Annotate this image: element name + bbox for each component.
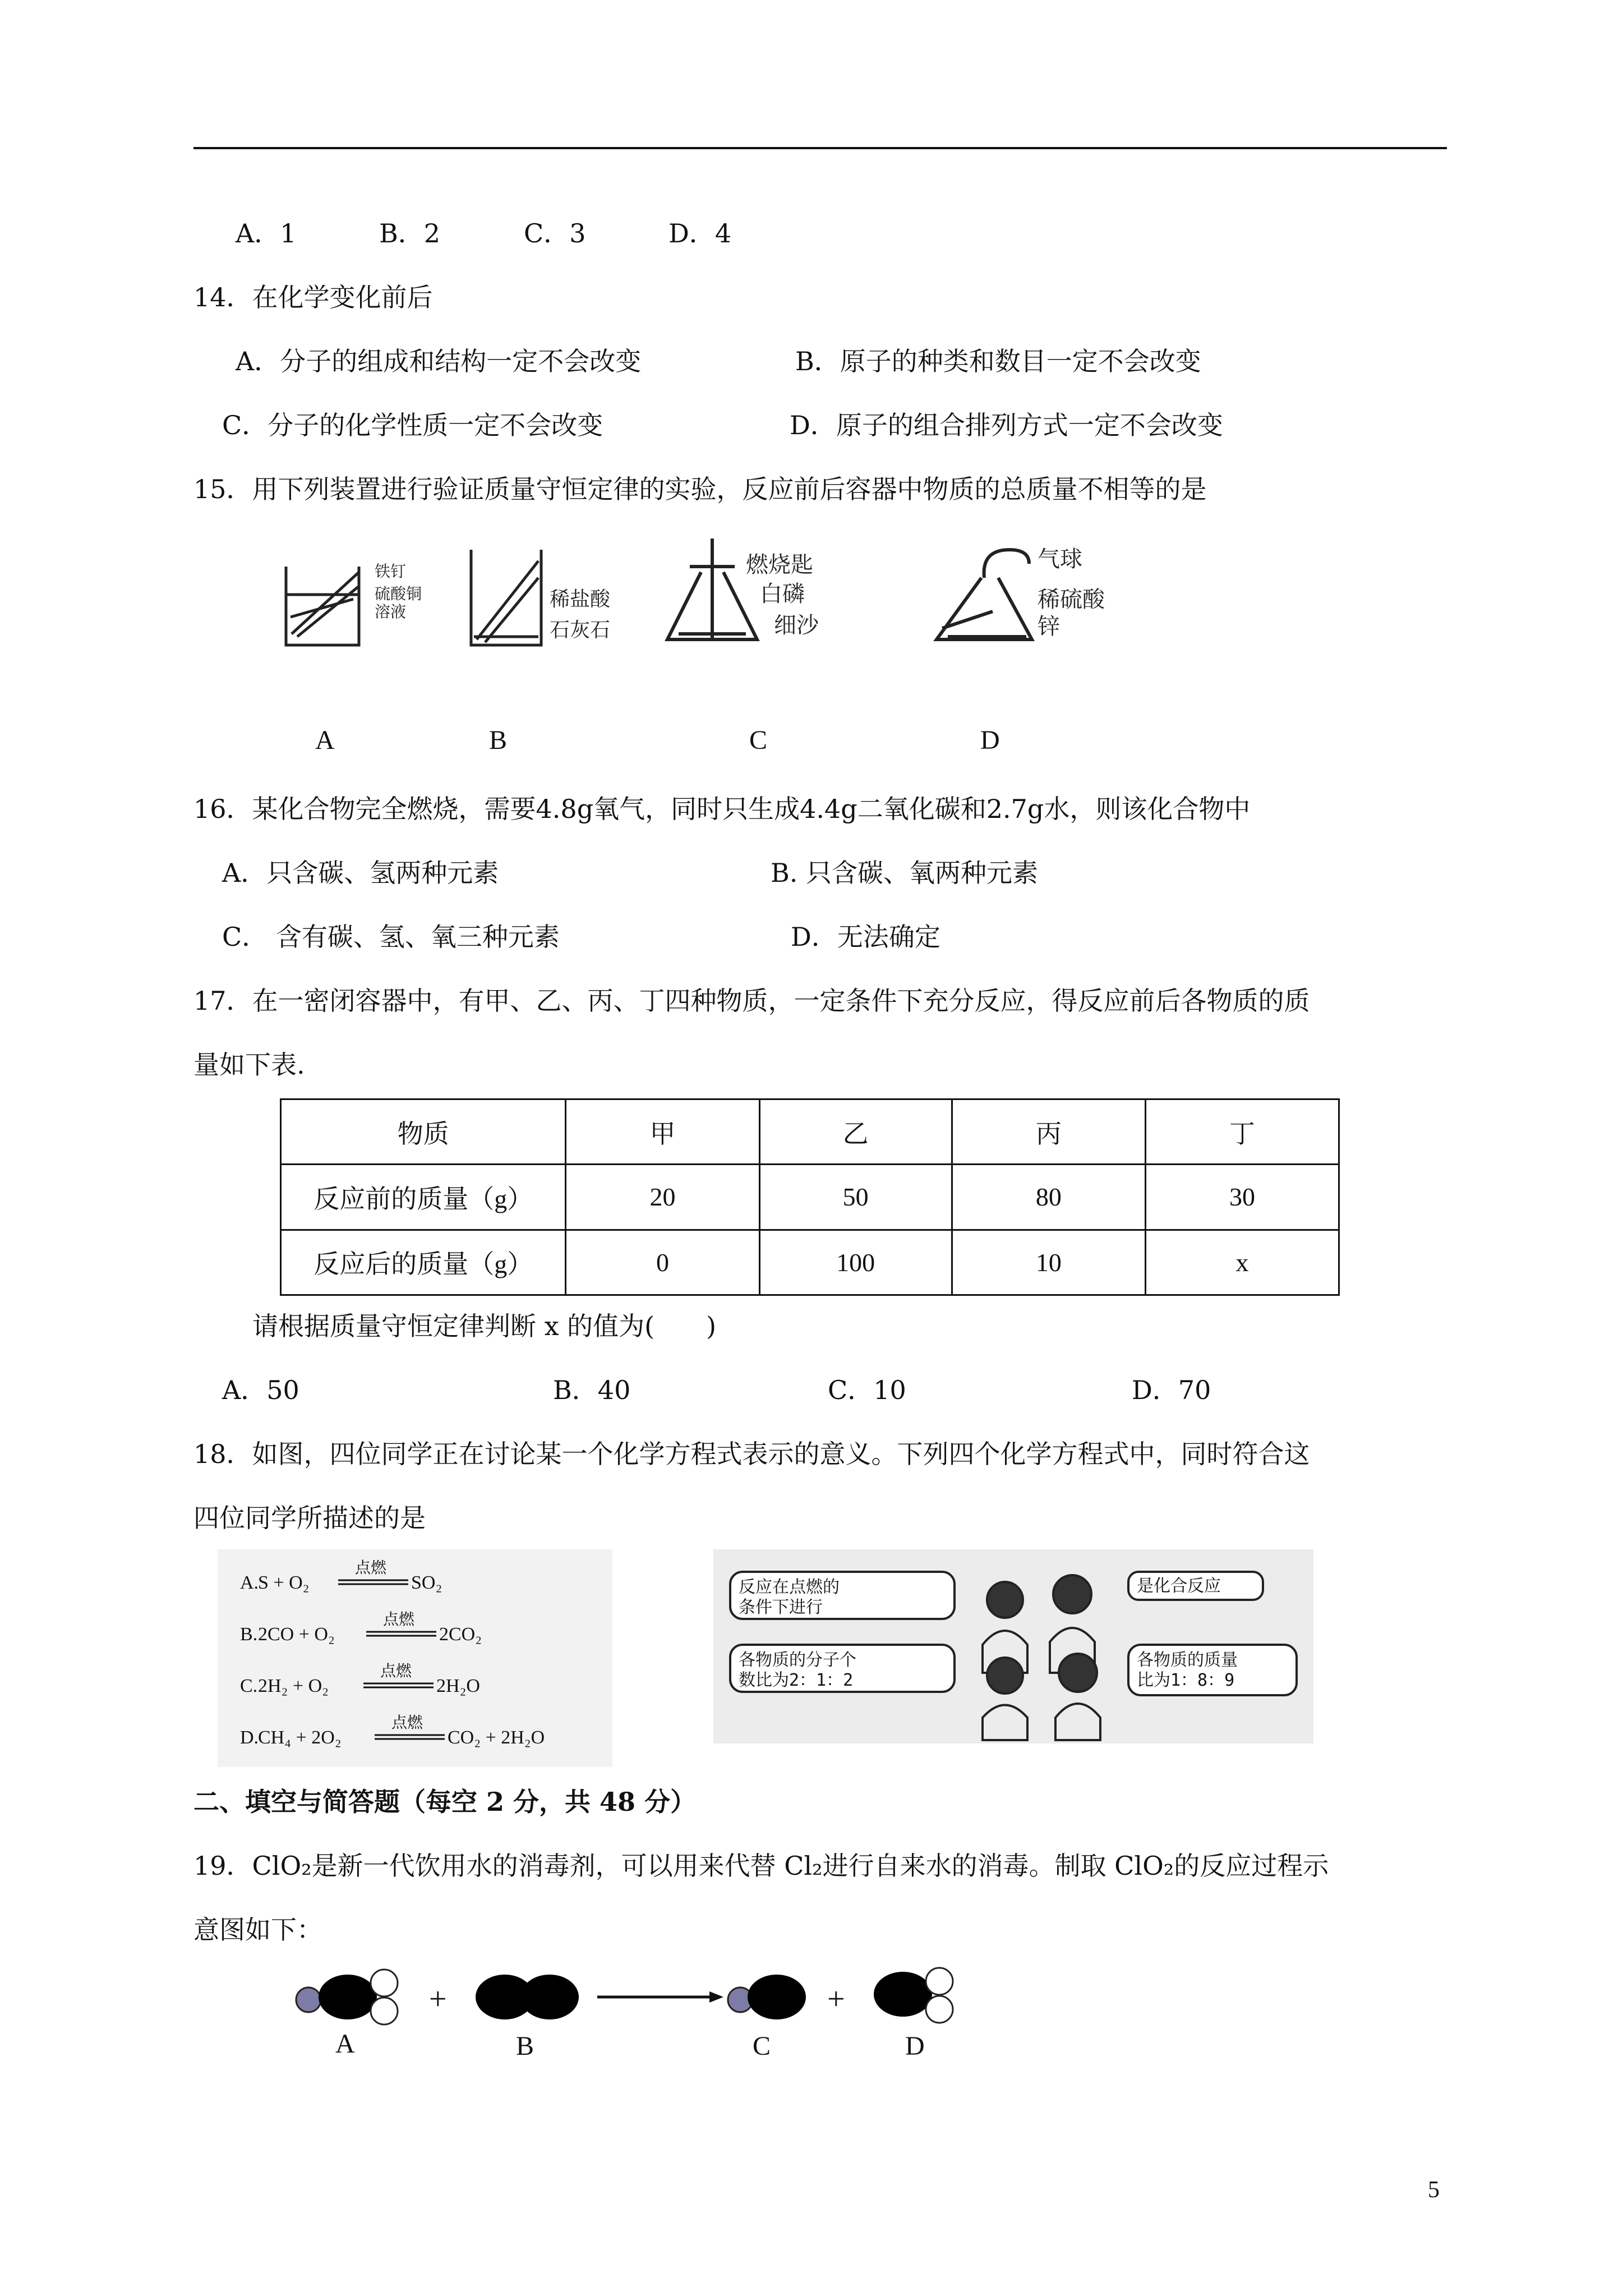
q19-reaction-diagram: [280, 1958, 987, 2031]
q14-option-d[interactable]: D．原子的组合排列方式一定不会改变: [790, 410, 1223, 440]
table-header-row: [281, 1099, 1339, 1165]
bubble-3-line1: 各物质的分子个: [739, 1650, 856, 1670]
apparatus-a-label-2: 硫酸铜: [375, 585, 422, 603]
q14-stem: 14．在化学变化前后: [193, 282, 433, 312]
apparatus-d-label-1: 气球: [1038, 546, 1082, 572]
plus-sign-1: +: [429, 1982, 447, 2017]
student-3-icon: [983, 1658, 1027, 1740]
q13-option-d[interactable]: D．4: [668, 218, 732, 249]
section-2-heading: 二、填空与简答题（每空 2 分，共 48 分）: [193, 1787, 697, 1817]
apparatus-b-beaker: [471, 550, 541, 645]
page-number: 5: [1428, 2177, 1440, 2203]
bubble-4-line2: 比为1：8：9: [1137, 1671, 1235, 1690]
table-header-cell: 乙: [759, 1099, 952, 1165]
q13-option-c[interactable]: C．3: [524, 218, 586, 249]
table-cell: 0: [566, 1230, 759, 1295]
q15-stem: 15．用下列装置进行验证质量守恒定律的实验，反应前后容器中物质的总质量不相等的是: [193, 474, 1207, 504]
apparatus-d-label-3: 锌: [1038, 614, 1060, 639]
apparatus-d-label-2: 稀硫酸: [1038, 587, 1105, 613]
q17-prompt: 请根据质量守恒定律判断 x 的值为( ): [252, 1311, 717, 1341]
q15-apparatus-figure: [275, 533, 1166, 690]
q16-option-d[interactable]: D．无法确定: [791, 922, 940, 952]
student-4-icon: [1055, 1654, 1100, 1740]
q17-option-a[interactable]: A．50: [222, 1375, 299, 1405]
q16-option-a[interactable]: A．只含碳、氢两种元素: [222, 858, 499, 888]
eq-c-left: 2H₂ + O₂: [258, 1676, 329, 1696]
q16-option-c[interactable]: C． 含有碳、氢、氧三种元素: [222, 922, 560, 952]
q18-stem-line1: 18．如图，四位同学正在讨论某一个化学方程式表示的意义。下列四个化学方程式中，同时符合这: [193, 1439, 1310, 1469]
q18-students-figure: [713, 1549, 1313, 1743]
eq-a-condition: 点燃: [355, 1559, 387, 1577]
eq-d-letter: D.: [240, 1727, 259, 1748]
q17-stem-line1: 17．在一密闭容器中，有甲、乙、丙、丁四种物质，一定条件下充分反应，得反应前后各物质的质: [193, 986, 1310, 1016]
table-cell: 100: [759, 1230, 952, 1295]
q19-label-a: A: [335, 2029, 355, 2059]
eq-b-letter: B.: [240, 1624, 258, 1645]
eq-c-right: 2H₂O: [436, 1676, 480, 1696]
eq-d-left: CH₄ + 2O₂: [258, 1727, 342, 1748]
apparatus-a-letter: A: [315, 725, 335, 755]
apparatus-c-label-3: 细沙: [774, 613, 819, 638]
table-cell: 20: [566, 1165, 759, 1230]
q14-option-b[interactable]: B．原子的种类和数目一定不会改变: [795, 346, 1201, 376]
table-row: [281, 1230, 1339, 1295]
molecule-c-icon: [728, 1975, 806, 2019]
q16-option-b[interactable]: B. 只含碳、氧两种元素: [771, 858, 1039, 888]
eq-b-left: 2CO + O₂: [258, 1624, 335, 1645]
q16-stem: 16．某化合物完全燃烧，需要4.8g氧气，同时只生成4.4g二氧化碳和2.7g水，则该化合物中: [193, 794, 1251, 824]
apparatus-d-flask: [937, 550, 1032, 639]
q18-equations-figure: [218, 1549, 612, 1767]
apparatus-c-label-2: 白磷: [760, 581, 805, 607]
apparatus-b-label-1: 稀盐酸: [550, 588, 611, 611]
table-header-cell: 甲: [566, 1099, 759, 1165]
bubble-1-line2: 条件下进行: [739, 1598, 823, 1617]
mass-table: [280, 1098, 1340, 1296]
table-header-cell: 丁: [1145, 1099, 1339, 1165]
table-cell: 80: [952, 1165, 1145, 1230]
table-header-cell: 丙: [952, 1099, 1145, 1165]
bubble-3-line2: 数比为2：1：2: [739, 1671, 854, 1690]
bubble-4-line1: 各物质的质量: [1137, 1650, 1238, 1670]
eq-d-right: CO₂ + 2H₂O: [448, 1727, 545, 1748]
eq-d-condition: 点燃: [391, 1714, 423, 1732]
eq-a-right: SO₂: [411, 1572, 442, 1593]
q17-stem-line2: 量如下表.: [193, 1050, 305, 1080]
eq-c-condition: 点燃: [380, 1663, 412, 1680]
molecule-a-icon: [296, 1970, 398, 2024]
q19-label-d: D: [905, 2031, 925, 2061]
q19-stem-line2: 意图如下：: [193, 1915, 322, 1945]
q19-label-b: B: [516, 2031, 534, 2061]
q19-label-c: C: [753, 2031, 771, 2061]
table-cell: 50: [759, 1165, 952, 1230]
apparatus-b-letter: B: [489, 725, 508, 755]
eq-b-condition: 点燃: [383, 1611, 415, 1628]
apparatus-c-label-1: 燃烧匙: [746, 552, 813, 578]
bubble-2-text: 是化合反应: [1137, 1576, 1221, 1596]
q18-stem-line2: 四位同学所描述的是: [193, 1503, 426, 1533]
apparatus-a-label-1: 铁钉: [375, 562, 407, 581]
apparatus-c-flask: [667, 539, 757, 639]
header-rule: [193, 147, 1447, 149]
q13-option-b[interactable]: B．2: [379, 218, 441, 249]
molecule-d-icon: [874, 1968, 953, 2023]
table-cell: 10: [952, 1230, 1145, 1295]
table-cell: x: [1145, 1230, 1339, 1295]
eq-a-left: S + O₂: [258, 1572, 310, 1593]
table-row: [281, 1165, 1339, 1230]
apparatus-a-beaker: [286, 567, 359, 645]
apparatus-b-label-2: 石灰石: [550, 619, 611, 642]
q14-option-c[interactable]: C．分子的化学性质一定不会改变: [222, 410, 603, 440]
q17-option-d[interactable]: D．70: [1132, 1375, 1211, 1405]
q14-option-a[interactable]: A．分子的组成和结构一定不会改变: [236, 346, 642, 376]
eq-a-letter: A.: [240, 1572, 259, 1593]
eq-b-right: 2CO₂: [439, 1624, 482, 1645]
q17-option-c[interactable]: C．10: [828, 1375, 906, 1405]
bubble-1-line1: 反应在点燃的: [739, 1577, 840, 1597]
apparatus-c-letter: C: [749, 725, 768, 755]
table-cell: 反应后的质量（g）: [281, 1230, 566, 1295]
table-cell: 30: [1145, 1165, 1339, 1230]
q13-option-a[interactable]: A．1: [236, 218, 297, 249]
q17-option-b[interactable]: B．40: [553, 1375, 631, 1405]
table-cell: 反应前的质量（g）: [281, 1165, 566, 1230]
q19-stem-line1: 19．ClO₂是新一代饮用水的消毒剂，可以用来代替 Cl₂进行自来水的消毒。制取 ClO₂的反应过程示: [193, 1851, 1329, 1881]
apparatus-a-label-3: 溶液: [375, 602, 407, 621]
eq-c-letter: C.: [240, 1676, 258, 1696]
table-header-cell: 物质: [281, 1099, 566, 1165]
plus-sign-2: +: [827, 1982, 845, 2017]
apparatus-d-letter: D: [980, 725, 1000, 755]
molecule-b-icon: [476, 1975, 579, 2019]
reaction-arrow-icon: [597, 1991, 723, 2003]
